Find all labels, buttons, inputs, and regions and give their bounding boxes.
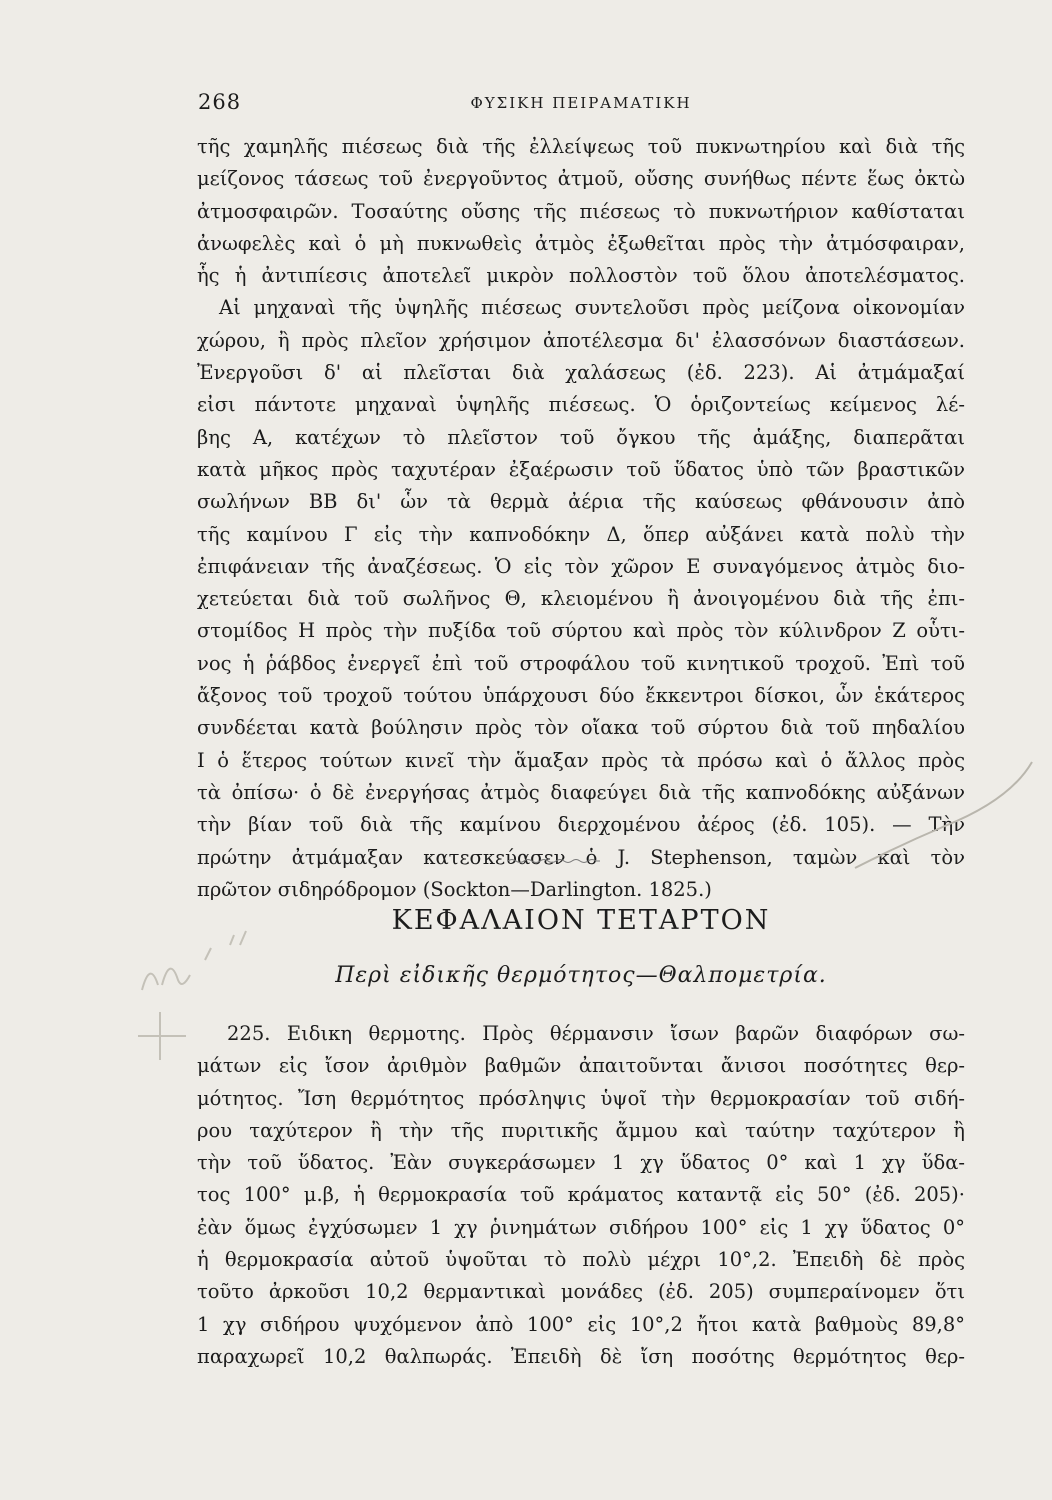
page-number: 268 [198,90,242,114]
pencil-margin-cross [138,1012,186,1060]
running-head [198,90,964,120]
text-line: ἀτμοσφαιρῶν. Τοσαύτης οὔσης τῆς πιέσεως τὸ πυκνωτήριον καθίσταται [197,199,965,223]
text-line: Αἱ μηχαναὶ τῆς ὑψηλῆς πιέσεως συντελοῦσι πρὸς μείζονα οἰκονομίαν [219,296,965,320]
text-line: τὴν βίαν τοῦ διὰ τῆς καμίνου διερχομένου ἀέρος (ἐδ. 105). — Τὴν [197,813,965,837]
section-divider-ornament [508,858,600,864]
text-line: τος 100° μ.β, ἡ θερμοκρασία τοῦ κράματος καταντᾷ εἰς 50° (ἐδ. 205)· [197,1183,965,1207]
text-line: εἰσι πάντοτε μηχαναὶ ὑψηλῆς πιέσεως. Ὁ ὁριζοντείως κείμενος λέ- [197,393,965,417]
text-line: 1 χγ σιδήρου ψυχόμενον ἀπὸ 100° εἰς 10°,2 ἤτοι κατὰ βαθμοὺς 89,8° [197,1312,965,1336]
text-line: ἀνωφελὲς καὶ ὁ μὴ πυκνωθεὶς ἀτμὸς ἐξωθεῖται πρὸς τὴν ἀτμόσφαιραν, [197,231,965,255]
text-line: χετεύεται διὰ τοῦ σωλῆνος Θ, κλειομένου ἢ ἀνοιγομένου διὰ τῆς ἐπι- [197,587,965,611]
text-line: συνδέεται κατὰ βούλησιν πρὸς τὸν οἴακα τοῦ σύρτου διὰ τοῦ πηδαλίου [197,716,965,740]
chapter-title: ΚΕΦΑΛΑΙΟΝ ΤΕΤΑΡΤΟΝ [391,905,771,936]
text-line: μάτων εἰς ἴσον ἀριθμὸν βαθμῶν ἀπαιτοῦνται ἄνισοι ποσότητες θερ- [197,1054,965,1078]
text-line: σωλήνων ΒΒ δι' ὧν τὰ θερμὰ ἀέρια τῆς καύσεως φθάνουσιν ἀπὸ [197,490,965,514]
text-line: ἧς ἡ ἀντιπίεσις ἀποτελεῖ μικρὸν πολλοστὸν τοῦ ὅλου ἀποτελέσματος. [197,264,965,288]
text-line: τὰ ὀπίσω· ὁ δὲ ἐνεργήσας ἀτμὸς διαφεύγει διὰ τῆς καπνοδόκης αὐξάνων [197,780,965,804]
text-line: χώρου, ἢ πρὸς πλεῖον χρήσιμον ἀποτέλεσμα δι' ἐλασσόνων διαστάσεων. [197,328,965,352]
text-line: πρῶτον σιδηρόδρομον (Sockton—Darlington. 1825.) [197,877,712,901]
text-line: πρώτην ἀτμάμαξαν κατεσκεύασεν ὁ J. Stephenson, ταμὼν καὶ τὸν [197,845,965,869]
text-line: τὴν τοῦ ὕδατος. Ἐὰν συγκεράσωμεν 1 χγ ὕδατος 0° καὶ 1 χγ ὕδα- [197,1151,965,1175]
text-line: τοῦτο ἀρκοῦσι 10,2 θερμαντικαὶ μονάδες (ἐδ. 205) συμπεραίνομεν ὅτι [197,1280,965,1304]
text-line: στομίδος Η πρὸς τὴν πυξίδα τοῦ σύρτου καὶ πρὸς τὸν κύλινδρον Ζ οὗτι- [197,619,965,643]
text-line: παραχωρεῖ 10,2 θαλπωράς. Ἐπειδὴ δὲ ἴση ποσότης θερμότητος θερ- [197,1344,965,1368]
text-line: μείζονος τάσεως τοῦ ἐνεργοῦντος ἀτμοῦ, οὔσης συνήθως πέντε ἕως ὀκτὼ [197,167,965,191]
text-line: ἐὰν ὅμως ἐγχύσωμεν 1 χγ ῥινημάτων σιδήρου 100° εἰς 1 χγ ὕδατος 0° [197,1215,965,1239]
text-line: μότητος. Ἴση θερμότητος πρόσληψις ὑψοῖ τὴν θερμοκρασίαν τοῦ σιδή- [197,1086,965,1110]
text-line: ἡ θερμοκρασία αὐτοῦ ὑψοῦται τὸ πολὺ μέχρι 10°,2. Ἐπειδὴ δὲ πρὸς [197,1248,965,1272]
running-title: ΦΥΣΙΚΗ ΠΕΙΡΑΜΑΤΙΚΗ [470,94,692,112]
text-line: κατὰ μῆκος πρὸς ταχυτέραν ἐξαέρωσιν τοῦ ὕδατος ὑπὸ τῶν βραστικῶν [197,457,965,481]
text-line: τῆς καμίνου Γ εἰς τὴν καπνοδόκην Δ, ὅπερ αὐξάνει κατὰ πολὺ τὴν [197,522,965,546]
paragraph-steam-engines [197,131,965,906]
text-line: βης Α, κατέχων τὸ πλεῖστον τοῦ ὄγκου τῆς ἁμάξης, διαπερᾶται [197,425,965,449]
chapter-subtitle: Περὶ εἰδικῆς θερμότητος—Θαλπομετρία. [335,963,827,988]
text-line: Ἐνεργοῦσι δ' αἱ πλεῖσται διὰ χαλάσεως (ἐδ. 223). Αἱ ἀτμάμαξαί [197,361,965,385]
text-line: ἐπιφάνειαν τῆς ἀναζέσεως. Ὁ εἰς τὸν χῶρον Ε συναγόμενος ἀτμὸς διο- [197,554,965,578]
text-line: Ι ὁ ἕτερος τούτων κινεῖ τὴν ἅμαξαν πρὸς τὰ πρόσω καὶ ὁ ἄλλος πρὸς [197,748,965,772]
text-line: ρου ταχύτερον ἢ τὴν τῆς πυριτικῆς ἄμμου καὶ ταύτην ταχύτερον ἢ [197,1118,965,1142]
text-line: 225. Ειδικη θερμοτης. Πρὸς θέρμανσιν ἴσων βαρῶν διαφόρων σω- [227,1022,965,1045]
paragraph-specific-heat [197,1018,965,1373]
text-line: νος ἡ ῥάβδος ἐνεργεῖ ἐπὶ τοῦ στροφάλου τοῦ κινητικοῦ τροχοῦ. Ἐπὶ τοῦ [197,651,965,675]
text-line: τῆς χαμηλῆς πιέσεως διὰ τῆς ἐλλείψεως τοῦ πυκνωτηρίου καὶ διὰ τῆς [197,135,965,158]
text-line: ἄξονος τοῦ τροχοῦ τούτου ὑπάρχουσι δύο ἔκκεντροι δίσκοι, ὧν ἑκάτερος [197,684,965,708]
